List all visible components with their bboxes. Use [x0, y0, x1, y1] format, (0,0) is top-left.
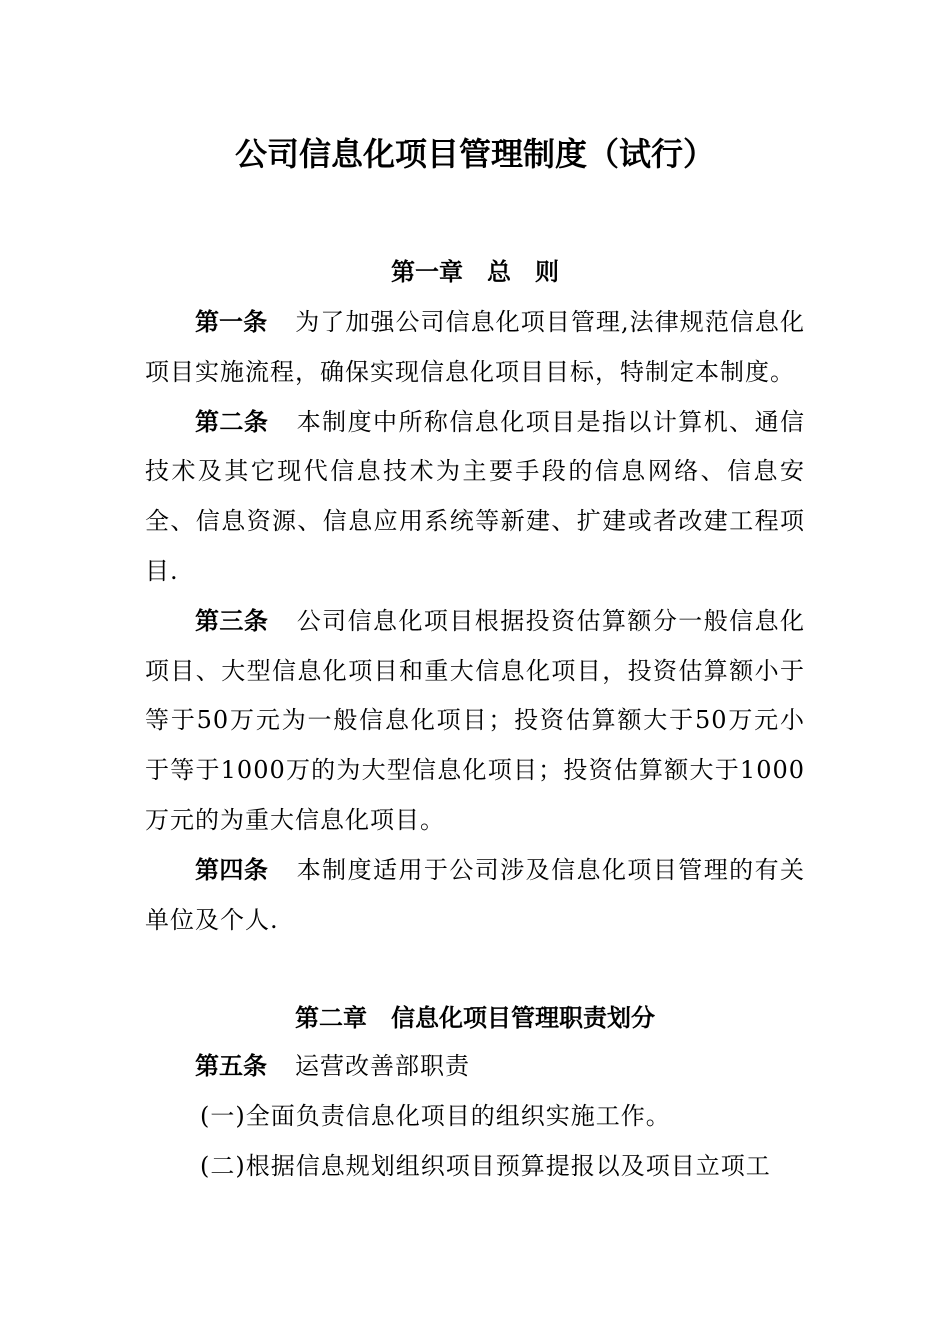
article-5 — [145, 1042, 805, 1092]
article-text: 本制度中所称信息化项目是指以计算机、通信技术及其它现代信息技术为主要手段的信息网络、信息安全、信息资源、信息应用系统等新建、扩建或者改建工程项目. — [145, 407, 806, 585]
list-item: (二)根据信息规划组织项目预算提报以及项目立项工 — [200, 1151, 771, 1180]
article-text: 为了加强公司信息化项目管理,法律规范信息化项目实施流程，确保实现信息化项目目标，特制定本制度。 — [145, 308, 805, 386]
article-2 — [145, 398, 805, 597]
chapter-heading-2: 第二章 信息化项目管理职责划分 — [295, 1004, 655, 1032]
article-label: 第五条 — [195, 1052, 267, 1080]
article-label: 第二条 — [195, 407, 269, 436]
article-text: 本制度适用于公司涉及信息化项目管理的有关单位及个人. — [145, 855, 806, 934]
list-item: (一)全面负责信息化项目的组织实施工作。 — [200, 1101, 671, 1130]
chapter-2-body — [145, 1042, 805, 1191]
article-text: 公司信息化项目根据投资估算额分一般信息化项目、大型信息化项目和重大信息化项目，投资估算额小于等于50万元为一般信息化项目；投资估算额大于50万元小于等于1000万的为大型信息化项目；投资估算额大于1000万元的为重大信息化项目。 — [145, 606, 806, 834]
chapter-heading-1: 第一章 总 则 — [391, 258, 559, 286]
article-text: 运营改善部职责 — [295, 1052, 470, 1080]
article-label: 第三条 — [195, 606, 269, 635]
article-3 — [145, 597, 805, 846]
chapter-1-body — [145, 298, 805, 945]
article-4 — [145, 846, 805, 946]
article-label: 第一条 — [195, 308, 268, 336]
document-title: 公司信息化项目管理制度（试行） — [234, 135, 715, 173]
article-label: 第四条 — [195, 855, 269, 884]
article-1 — [145, 298, 805, 398]
